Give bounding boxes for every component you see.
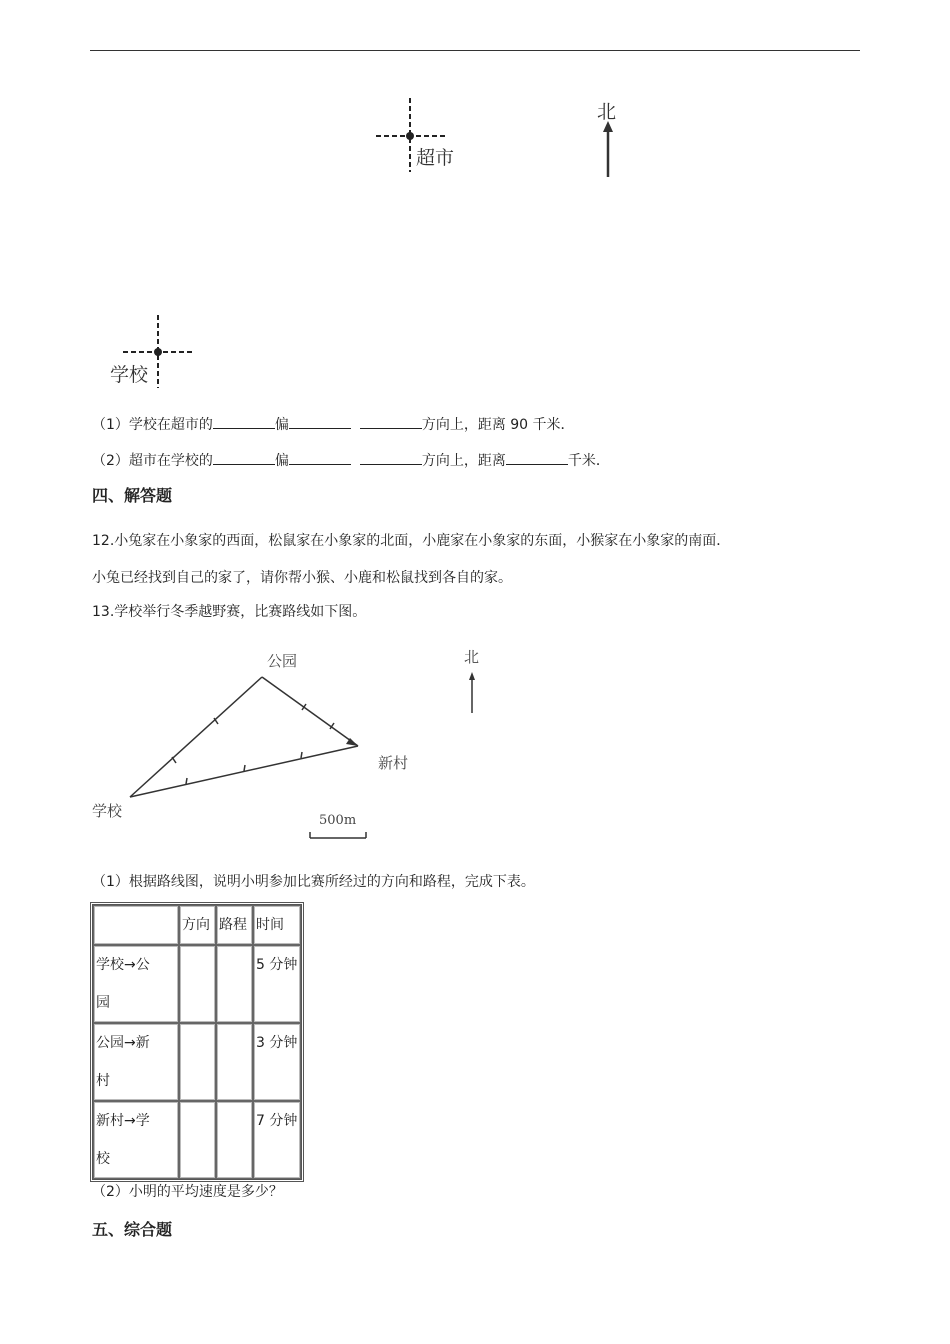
table-row bbox=[93, 1023, 301, 1101]
section-4-title: 四、解答题 bbox=[92, 486, 173, 505]
question-12-line1: 12.小兔家在小象家的西面，松鼠家在小象家的北面，小鹿家在小象家的东面，小猴家在小象家的南面． bbox=[92, 533, 731, 549]
question-13-sub1: （1）根据路线图，说明小明参加比赛所经过的方向和路程，完成下表。 bbox=[92, 874, 535, 890]
answer-blank[interactable] bbox=[360, 416, 422, 429]
table-header-cell: 路程 bbox=[216, 905, 253, 945]
question-13-sub2: （2）小明的平均速度是多少？ bbox=[92, 1184, 283, 1200]
route-cell: 新村→学 校 bbox=[93, 1101, 179, 1179]
village-label: 新村 bbox=[378, 754, 409, 772]
answer-blank[interactable] bbox=[289, 416, 351, 429]
north-label: 北 bbox=[597, 101, 617, 123]
school-label: 学校 bbox=[92, 802, 123, 820]
distance-cell[interactable] bbox=[216, 945, 253, 1023]
question-12-line2: 小兔已经找到自己的家了，请你帮小猴、小鹿和松鼠找到各自的家。 bbox=[92, 570, 512, 586]
table-header-cell: 时间 bbox=[253, 905, 301, 945]
direction-figure bbox=[0, 0, 950, 400]
route-park-village bbox=[262, 677, 358, 746]
direction-cell[interactable] bbox=[179, 945, 216, 1023]
route-village-school bbox=[130, 746, 358, 797]
question-13-intro: 13.学校举行冬季越野赛，比赛路线如下图。 bbox=[92, 604, 367, 620]
park-label: 公园 bbox=[267, 652, 298, 670]
table-row bbox=[93, 1101, 301, 1179]
answer-blank[interactable] bbox=[360, 452, 422, 465]
time-cell: 7 分钟 bbox=[253, 1101, 301, 1179]
route-school-park bbox=[130, 677, 262, 797]
route-cell: 学校→公 园 bbox=[93, 945, 179, 1023]
time-cell: 3 分钟 bbox=[253, 1023, 301, 1101]
table-row bbox=[93, 945, 301, 1023]
direction-cell[interactable] bbox=[179, 1101, 216, 1179]
scale-label: 500m bbox=[319, 813, 357, 828]
answer-blank[interactable] bbox=[289, 452, 351, 465]
route-table bbox=[90, 902, 304, 1182]
answer-blank[interactable] bbox=[506, 452, 568, 465]
north-arrow-icon bbox=[603, 121, 613, 177]
table-header-row bbox=[93, 905, 301, 945]
table-header-cell bbox=[93, 905, 179, 945]
question-11-2: （2）超市在学校的 偏 方向上，距离 千米． bbox=[92, 453, 610, 469]
north-arrow-icon bbox=[469, 672, 475, 713]
time-cell: 5 分钟 bbox=[253, 945, 301, 1023]
answer-blank[interactable] bbox=[213, 416, 275, 429]
direction-cell[interactable] bbox=[179, 1023, 216, 1101]
answer-blank[interactable] bbox=[213, 452, 275, 465]
supermarket-label: 超市 bbox=[416, 147, 455, 169]
distance-cell[interactable] bbox=[216, 1023, 253, 1101]
north-label: 北 bbox=[464, 648, 480, 666]
section-5-title: 五、综合题 bbox=[92, 1220, 173, 1239]
route-map bbox=[0, 640, 520, 860]
route-cell: 公园→新 村 bbox=[93, 1023, 179, 1101]
table-header-cell: 方向 bbox=[179, 905, 216, 945]
question-11-1: （1）学校在超市的 偏 方向上，距离 90 千米． bbox=[92, 417, 575, 433]
school-label: 学校 bbox=[110, 364, 149, 386]
distance-cell[interactable] bbox=[216, 1101, 253, 1179]
